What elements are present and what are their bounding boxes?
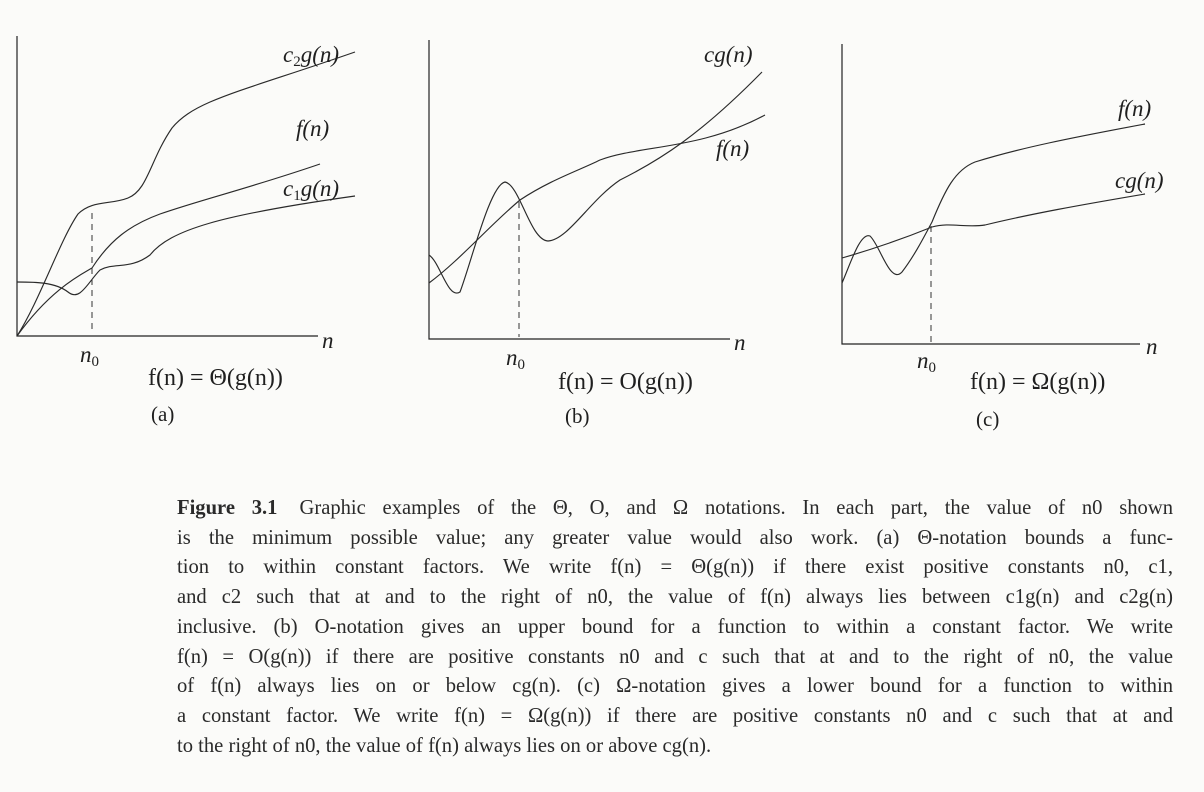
caption-line-4: and c2 such that at and to the right of n0, the value of f(n) always lies between c1g(n) and c2g(n) (177, 586, 1173, 609)
panel-c-n0-label: n0 (917, 348, 936, 376)
caption-line-9: to the right of n0, the value of f(n) always lies on or above cg(n). (177, 734, 712, 757)
panel-a-axes (17, 36, 318, 336)
panel-b-n0-label: n0 (506, 345, 525, 373)
panel-a-f-label: f(n) (296, 116, 330, 141)
panel-b-f-curve (429, 115, 765, 283)
caption-line-1: Figure 3.1 Graphic examples of the Θ, O, and Ω notations. In each part, the value of n0 shown (177, 497, 1173, 519)
panel-b-f-label: f(n) (716, 136, 750, 161)
panel-c-axis-n-label: n (1146, 334, 1158, 359)
panel-c-part-label: (c) (976, 407, 1000, 431)
panel-c-f-curve (842, 124, 1145, 283)
caption-line-3: tion to within constant factors. We write f(n) = Θ(g(n)) if there exist positive constants n0, c1, (177, 556, 1173, 579)
caption-line-5: inclusive. (b) O-notation gives an upper bound for a function to within a constant factor. We write (177, 615, 1173, 638)
panel-a-f-curve (17, 164, 320, 336)
panel-a-axis-n-label: n (322, 328, 334, 353)
panel-b-cg-label: cg(n) (704, 42, 753, 67)
panel-c-cg-label: cg(n) (1115, 168, 1164, 193)
panel-a-c2g-label: c2g(n) (283, 42, 340, 70)
caption-line-6: f(n) = O(g(n)) if there are positive constants n0 and c such that at and to the right of n0, the value (177, 645, 1173, 668)
panel-b (429, 40, 765, 428)
caption-line-7: of f(n) always lies on or below cg(n). (c) Ω-notation gives a lower bound for a function to within (177, 675, 1173, 698)
panel-a-part-label: (a) (151, 402, 175, 426)
caption-line-2: is the minimum possible value; any greater value would also work. (a) Θ-notation bounds a func- (177, 526, 1173, 549)
panel-a-c1g-curve (17, 196, 355, 295)
panel-c-cg-curve (842, 194, 1145, 258)
panel-c-f-label: f(n) (1118, 96, 1152, 121)
panel-b-formula: f(n) = O(g(n)) (558, 369, 693, 395)
panel-a (17, 36, 355, 426)
panel-c-formula: f(n) = Ω(g(n)) (970, 369, 1106, 395)
caption-figure-number: Figure 3.1 (177, 497, 278, 519)
panel-c (842, 44, 1164, 431)
figure-caption (177, 494, 1173, 761)
panel-b-axis-n-label: n (734, 330, 746, 355)
panel-a-formula: f(n) = Θ(g(n)) (148, 365, 283, 391)
panel-b-cg-curve (429, 72, 762, 293)
panel-b-axes (429, 40, 730, 339)
panel-c-axes (842, 44, 1140, 344)
caption-line-8: a constant factor. We write f(n) = Ω(g(n)) if there are positive constants n0 and c such that at and (177, 704, 1173, 727)
panel-a-n0-label: n0 (80, 342, 99, 370)
panel-b-part-label: (b) (565, 404, 590, 428)
panel-a-c1g-label: c1g(n) (283, 176, 340, 204)
